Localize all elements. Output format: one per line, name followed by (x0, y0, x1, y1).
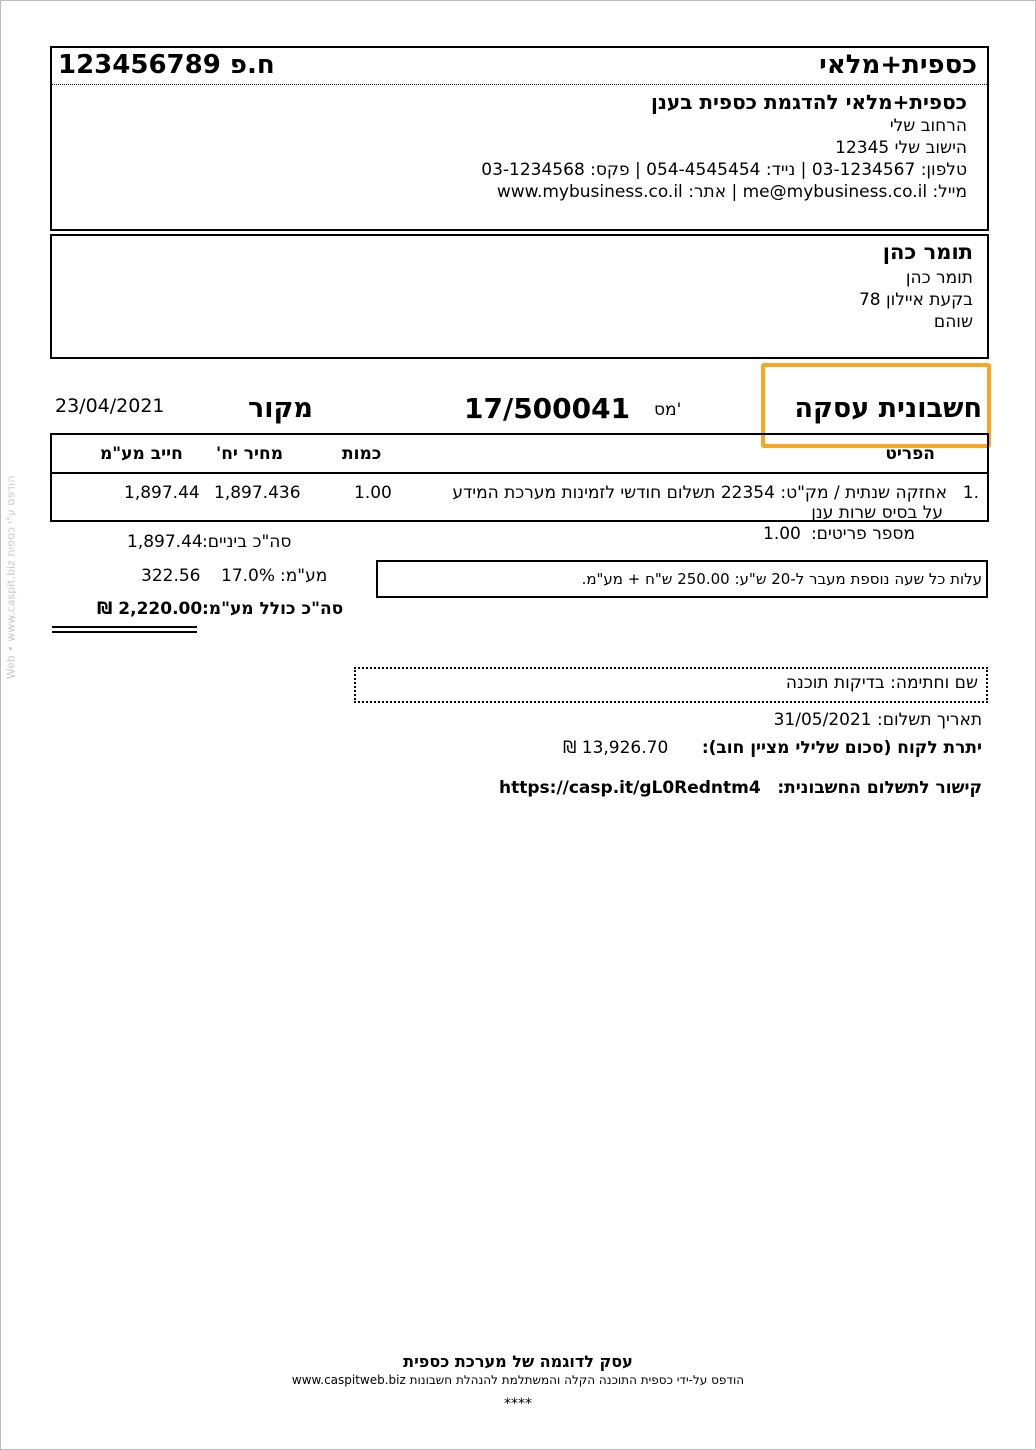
customer-address: בקעת איילון 78 (858, 290, 973, 310)
business-vat-id: ח.פ 123456789 (58, 50, 275, 80)
items-count: 1.00 (763, 524, 801, 544)
payment-link-label: קישור לתשלום החשבונית: (777, 778, 982, 798)
items-table (50, 433, 989, 522)
business-full-name: כספית+מלאי להדגמת כספית בענן (650, 90, 967, 114)
footer-title: עסק לדוגמה של מערכת כספית (403, 1352, 633, 1371)
footer-stars: **** (504, 1396, 532, 1412)
customer-name-bold: תומר כהן (882, 240, 973, 264)
header-unit-price: מחיר יח' (216, 444, 284, 464)
customer-box (50, 234, 989, 359)
items-count-label: מספר פריטים: (810, 524, 915, 544)
header-vat-total: חייב מע"מ (100, 444, 183, 464)
business-street: הרחוב שלי (889, 116, 967, 136)
business-web-line: מייל: me@mybusiness.co.il | אתר: www.mybusiness.co.il (496, 182, 967, 202)
signature-box (354, 667, 988, 703)
total-value: 2,220.00 ₪ (97, 599, 203, 619)
customer-balance-value: 13,926.70 ₪ (563, 738, 669, 758)
vat-amount: 322.56 (141, 566, 201, 586)
total-underline-2 (52, 631, 197, 633)
business-title-row (52, 48, 987, 85)
customer-name: תומר כהן (905, 268, 973, 288)
row-description-line1: אחזקה שנתית / מק"ט: 22354 תשלום חודשי לזמינות מערכת המידע (452, 483, 947, 503)
table-header-divider (52, 472, 987, 474)
vat-label: מע"מ: (280, 566, 328, 586)
row-quantity: 1.00 (354, 483, 392, 503)
header-item: הפריט (885, 444, 935, 464)
document-type: חשבונית עסקה (794, 393, 982, 424)
subtotal-value: 1,897.44 (127, 532, 203, 552)
document-number: 17/500041 (464, 392, 631, 425)
footer-printed-by: הודפס על-ידי כספית התוכנה הקלה והמשתלמת להנהלת חשבונות www.caspitweb.biz (291, 1373, 745, 1387)
total-underline-1 (52, 626, 197, 628)
row-total: 1,897.44 (124, 483, 200, 503)
business-header-box (50, 46, 989, 231)
payment-link-url[interactable]: https://casp.it/gL0Redntm4 (499, 778, 761, 798)
customer-balance-label: יתרת לקוח (סכום שלילי מציין חוב): (701, 738, 982, 758)
payment-due-date: תאריך תשלום: 31/05/2021 (773, 710, 982, 730)
total-label: סה"כ כולל מע"מ: (202, 599, 344, 619)
vat-rate: 17.0% (221, 566, 276, 586)
row-description-line2: על בסיס שרות ענן (811, 503, 943, 523)
side-watermark-text: הודפס ע"י כספית Web • www.caspit.biz (4, 475, 18, 680)
customer-city: שוהם (933, 312, 973, 332)
row-index: 1. (962, 483, 979, 503)
business-contact-line: טלפון: 03-1234567 | נייד: 054-4545454 | פקס: 03-1234568 (481, 160, 967, 180)
note-box (376, 560, 988, 598)
document-number-label: מס' (654, 400, 682, 420)
note-text: עלות כל שעה נוספת מעבר ל-20 ש"ע: 250.00 ש"ח + מע"מ. (581, 570, 982, 588)
signature-label: שם וחתימה: בדיקות תוכנה (785, 673, 978, 693)
document-date: 23/04/2021 (55, 395, 165, 417)
business-city-zip: הישוב שלי 12345 (835, 138, 967, 158)
document-copy-label: מקור (248, 393, 313, 424)
subtotal-label: סה"כ ביניים: (202, 532, 292, 552)
header-quantity: כמות (342, 444, 382, 464)
business-name: כספית+מלאי (819, 50, 977, 80)
row-unit-price: 1,897.436 (214, 483, 301, 503)
